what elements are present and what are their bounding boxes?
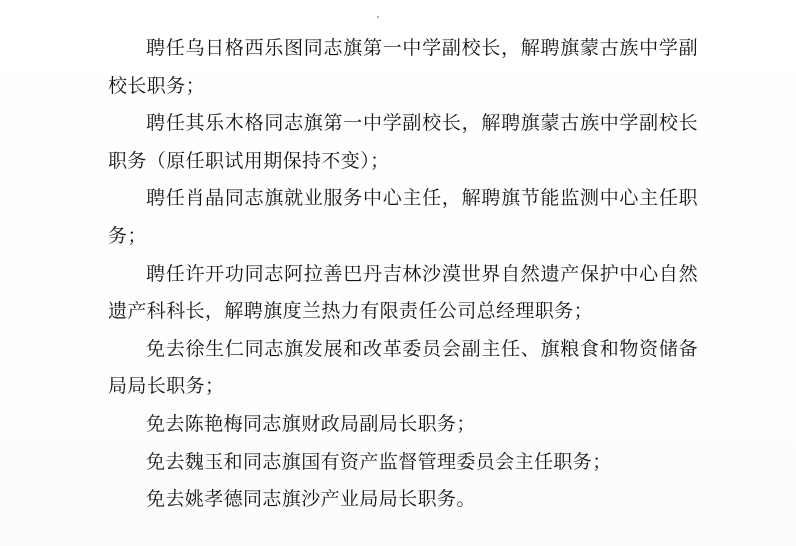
paragraph-removal-3: 免去魏玉和同志旗国有资产监督管理委员会主任职务； (146, 450, 612, 473)
paragraph-appointment-2: 聘任其乐木格同志旗第一中学副校长，解聘旗蒙古族中学副校长职务（原任职试用期保持不变）； (108, 112, 698, 172)
paragraph-removal-1: 免去徐生仁同志旗发展和改革委员会副主任、旗粮食和物资储备局局长职务； (108, 337, 698, 398)
paragraph-removal-2: 免去陈艳梅同志旗财政局副局长职务； (146, 412, 476, 435)
document-body (108, 30, 698, 519)
paragraph-appointment-1: 聘任乌日格西乐图同志旗第一中学副校长，解聘旗蒙古族中学副校长职务； (108, 37, 698, 97)
paragraph-removal-4: 免去姚孝德同志旗沙产业局局长职务。 (146, 488, 476, 511)
paragraph-appointment-4: 聘任许开功同志阿拉善巴丹吉林沙漠世界自然遗产保护中心自然遗产科科长，解聘旗度兰热力有限责任公司总经理职务； (108, 262, 698, 323)
scan-artifact-dot (377, 16, 379, 18)
paragraph-appointment-3: 聘任肖晶同志旗就业服务中心主任，解聘旗节能监测中心主任职务； (108, 187, 698, 247)
